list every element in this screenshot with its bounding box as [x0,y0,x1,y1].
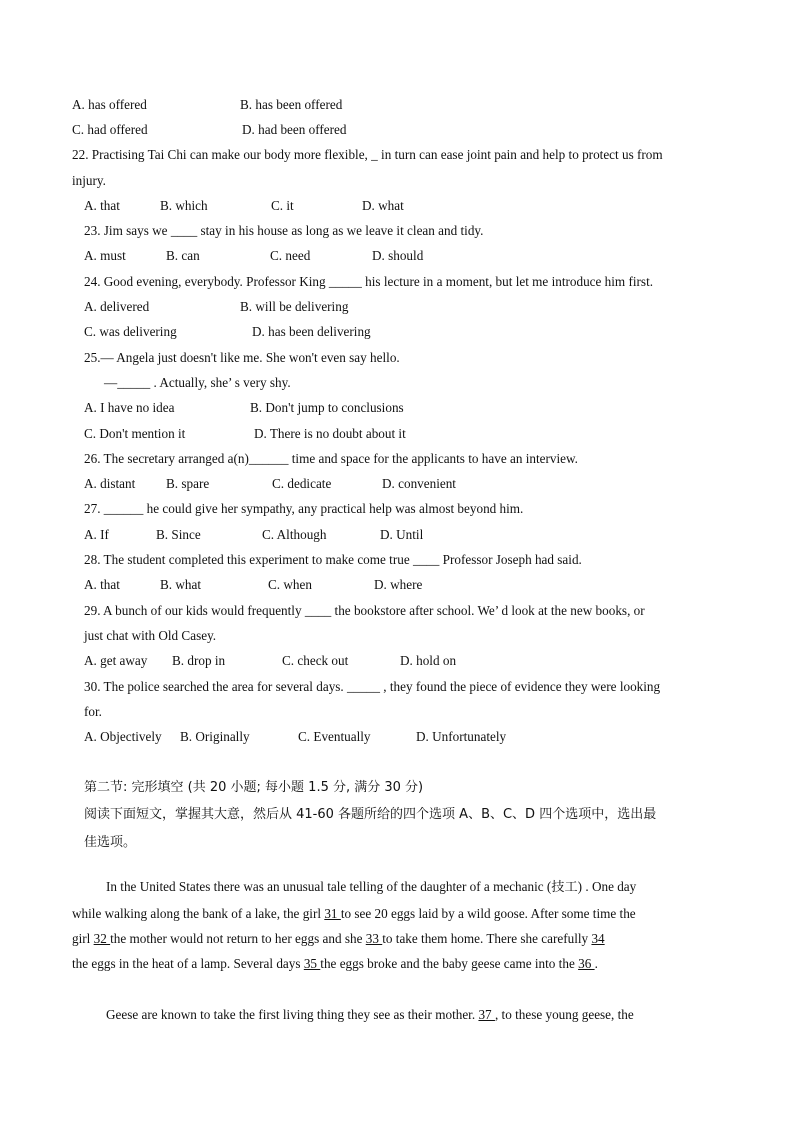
blank-34: 34 [591,931,605,946]
blank-36: 36 [578,956,595,971]
q28-option-a: A. that [84,577,120,592]
q30-option-d: D. Unfortunately [416,729,507,744]
q25-option-c: C. Don't mention it [84,426,186,441]
q26-option-b: B. spare [166,476,210,491]
q22-option-b: B. which [160,198,208,213]
q25-option-d: D. There is no doubt about it [254,426,406,441]
q27-stem: 27. ______ he could give her sympathy, any practical help was almost beyond him. [84,501,524,516]
q29-option-c: C. check out [282,653,349,668]
section-instructions-cont: 佳选项。 [84,835,137,850]
q30-stem-cont: for. [84,704,102,719]
q29-stem: 29. A bunch of our kids would frequently ____ the bookstore after school. We’ d look at the new books, or [84,603,645,618]
blank-33: 33 [365,931,383,946]
passage-line: Geese are known to take the first living thing they see as their mother. 37 , to these young geese, the [106,1007,634,1022]
blank-37: 37 [478,1007,495,1022]
q23-stem: 23. Jim says we ____ stay in his house as long as we leave it clean and tidy. [84,223,484,238]
q26-stem: 26. The secretary arranged a(n)______ time and space for the applicants to have an interview. [84,451,578,466]
q28-option-b: B. what [160,577,202,592]
q27-option-d: D. Until [380,527,424,542]
q21-option-d: D. had been offered [242,122,347,137]
passage-line: In the United States there was an unusual tale telling of the daughter of a mechanic (技工) . One day [106,879,637,894]
q24-option-b: B. will be delivering [240,299,349,314]
q28-option-c: C. when [268,577,312,592]
q23-option-c: C. need [270,248,311,263]
q22-option-a: A. that [84,198,120,213]
q25-option-a: A. I have no idea [84,400,175,415]
q30-stem: 30. The police searched the area for several days. _____ , they found the piece of evidence they were looking [84,679,661,694]
q28-stem: 28. The student completed this experiment to make come true ____ Professor Joseph had said. [84,552,582,567]
q24-option-d: D. has been delivering [252,324,371,339]
section-heading: 第二节: 完形填空 (共 20 小题; 每小题 1.5 分, 满分 30 分) [84,780,424,795]
q30-option-a: A. Objectively [84,729,162,744]
q21-option-c: C. had offered [72,122,148,137]
q22-option-c: C. it [271,198,294,213]
q24-option-a: A. delivered [84,299,150,314]
q22-stem-cont: injury. [72,173,106,188]
blank-32: 32 [93,931,111,946]
q27-option-a: A. If [84,527,109,542]
q26-option-c: C. dedicate [272,476,332,491]
blank-35: 35 [303,956,321,971]
q25-stem: 25.— Angela just doesn't like me. She won't even say hello. [84,350,400,365]
q23-option-d: D. should [372,248,424,263]
passage-line: while walking along the bank of a lake, the girl 31 to see 20 eggs laid by a wild goose. After some time the [72,906,636,921]
blank-31: 31 [324,906,341,921]
passage-line: the eggs in the heat of a lamp. Several days 35 the eggs broke and the baby geese came into the 36 . [72,956,598,971]
q27-option-c: C. Although [262,527,327,542]
q22-stem: 22. Practising Tai Chi can make our body more flexible, _ in turn can ease joint pain and help to protect us from [72,147,663,162]
q28-option-d: D. where [374,577,423,592]
q27-option-b: B. Since [156,527,201,542]
q29-option-d: D. hold on [400,653,457,668]
q22-option-d: D. what [362,198,404,213]
q25-option-b: B. Don't jump to conclusions [250,400,404,415]
q26-option-a: A. distant [84,476,136,491]
q29-option-b: B. drop in [172,653,226,668]
section-instructions: 阅读下面短文，掌握其大意，然后从 41-60 各题所给的四个选项 A、B、C、D 四个选项中，选出最 [84,807,657,822]
q30-option-b: B. Originally [180,729,250,744]
q23-option-a: A. must [84,248,126,263]
q30-option-c: C. Eventually [298,729,371,744]
q26-option-d: D. convenient [382,476,456,491]
q25-reply: —_____ . Actually, she’ s very shy. [104,375,291,390]
q23-option-b: B. can [166,248,200,263]
q21-option-b: B. has been offered [240,97,343,112]
q24-stem: 24. Good evening, everybody. Professor King _____ his lecture in a moment, but let me introduce him first. [84,274,654,289]
q29-option-a: A. get away [84,653,148,668]
q29-stem-cont: just chat with Old Casey. [84,628,217,643]
passage-line: girl 32 the mother would not return to her eggs and she 33 to take them home. There she carefully 34 [72,931,605,946]
q24-option-c: C. was delivering [84,324,177,339]
q21-option-a: A. has offered [72,97,147,112]
